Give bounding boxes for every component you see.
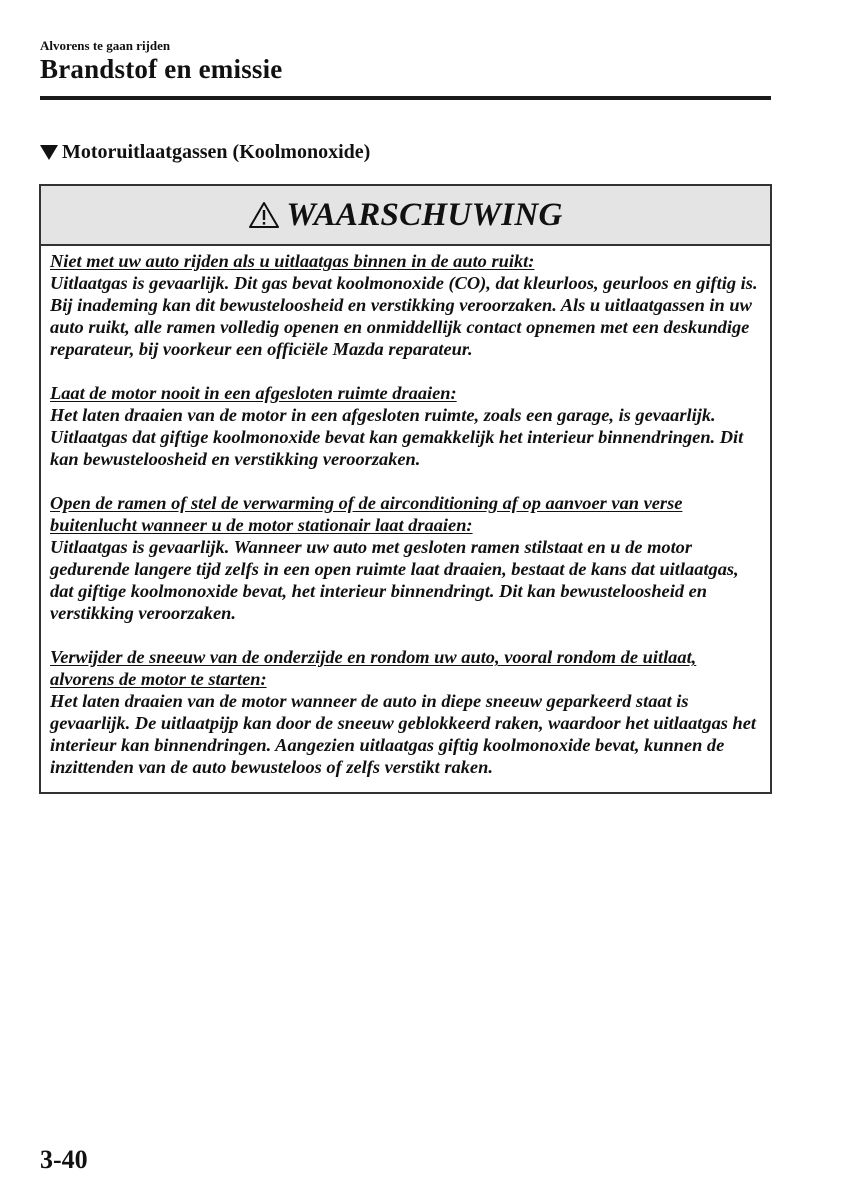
warning-triangle-icon — [248, 201, 280, 229]
breadcrumb: Alvorens te gaan rijden — [40, 38, 171, 53]
warning-paragraph — [50, 492, 760, 624]
warning-paragraph-heading: Verwijder de sneeuw van de onderzijde en rondom uw auto, vooral rondom de uitlaat, alvorens de motor te starten: — [50, 647, 697, 689]
warning-paragraph-text: Het laten draaien van de motor wanneer de auto in diepe sneeuw geparkeerd staat is gevaarlijk. De uitlaatpijp kan door de sneeuw geblokkeerd raken, waardoor het uitlaatgas het interieur kan binnendringen. Aangezien uitlaatgas giftig koolmonoxide bevat, kunnen de inzittenden van de auto bewusteloos of zelfs verstikt raken. — [50, 691, 757, 777]
warning-paragraph — [50, 250, 760, 360]
warning-paragraph-heading: Open de ramen of stel de verwarming of de airconditioning af op aanvoer van verse buitenlucht wanneer u de motor stationair laat draaien: — [50, 493, 683, 535]
warning-paragraph — [50, 646, 760, 778]
warning-body — [41, 246, 770, 778]
title-divider — [40, 96, 771, 100]
section-heading — [40, 141, 370, 164]
warning-paragraph-text: Het laten draaien van de motor in een afgesloten ruimte, zoals een garage, is gevaarlijk. Uitlaatgas dat giftige koolmonoxide bevat kan gemakkelijk het interieur binnendringen. Dit kan bewusteloosheid en verstikking veroorzaken. — [50, 405, 744, 469]
page-number: 3-40 — [40, 1145, 88, 1174]
warning-title: WAARSCHUWING — [286, 196, 563, 233]
warning-paragraph-text: Uitlaatgas is gevaarlijk. Wanneer uw auto met gesloten ramen stilstaat en u de motor gedurende langere tijd zelfs in een open ruimte laat draaien, bestaat de kans dat uitlaatgas, dat giftige koolmonoxide bevat, het interieur binnendringt. Dit kan bewusteloosheid en verstikking veroorzaken. — [50, 537, 739, 623]
warning-header — [41, 186, 770, 246]
warning-paragraph-heading: Laat de motor nooit in een afgesloten ruimte draaien: — [50, 383, 457, 403]
warning-box — [39, 184, 772, 794]
warning-paragraph-heading: Niet met uw auto rijden als u uitlaatgas binnen in de auto ruikt: — [50, 251, 535, 271]
page-title: Brandstof en emissie — [40, 54, 283, 84]
section-heading-text: Motoruitlaatgassen (Koolmonoxide) — [62, 141, 371, 163]
warning-paragraph-text: Uitlaatgas is gevaarlijk. Dit gas bevat koolmonoxide (CO), dat kleurloos, geurloos en giftig is. Bij inademing kan dit bewusteloosheid en verstikking veroorzaken. Als u uitlaatgassen in uw auto ruikt, alle ramen volledig openen en onmiddellijk contact opnemen met een deskundige reparateur, bij voorkeur een officiële Mazda reparateur. — [50, 273, 758, 359]
warning-paragraph — [50, 382, 760, 470]
triangle-bullet-icon — [40, 145, 58, 160]
